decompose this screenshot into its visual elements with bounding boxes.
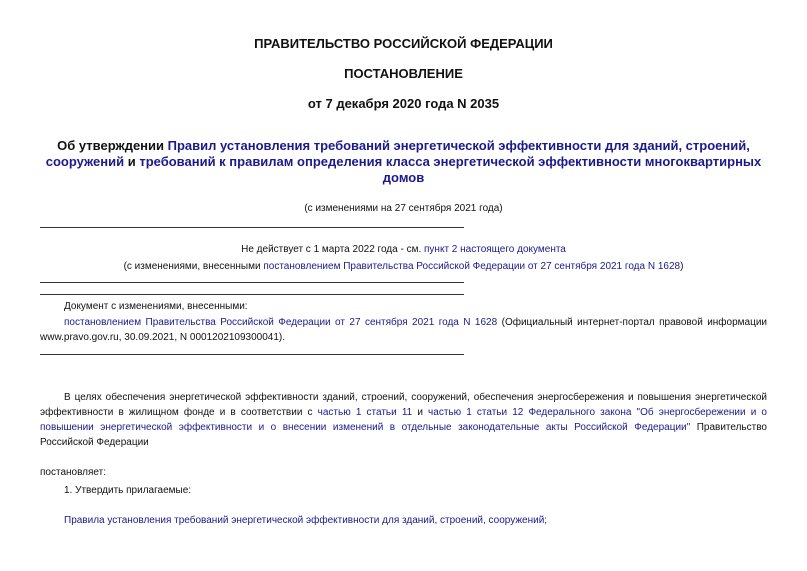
item-1-link[interactable]: Правила установления требований энергетической эффективности для зданий, строений, сооружений; xyxy=(64,515,548,526)
p1-link-art12[interactable]: частью 1 статьи 12 Федерального закона "Об энергосбережении и о повышении энергетической эффективности и о внесении изменений в отдельные законодательные акты Российской Федерации" xyxy=(40,407,767,433)
divider xyxy=(40,354,464,355)
title-link-rules[interactable]: Правил установления требований энергетической эффективности для зданий, строений, сооружений xyxy=(45,138,750,169)
document-title xyxy=(40,138,767,186)
changes-prefix: (с изменениями, внесенными xyxy=(123,261,264,272)
p1-link-art11[interactable]: частью 1 статьи 11 xyxy=(317,407,413,418)
date-number-heading: от 7 декабря 2020 года N 2035 xyxy=(307,96,500,111)
p1-end: Правительство Российской Федерации xyxy=(40,422,767,448)
doc-changes-rest: (Официальный интернет-портал правовой информации www.pravo.gov.ru, 30.09.2021, N 0001202109300041). xyxy=(40,317,767,343)
doc-changes-intro: Документ с изменениями, внесенными: xyxy=(64,301,248,312)
not-active-changes xyxy=(0,261,807,272)
divider xyxy=(40,227,464,228)
title-middle: и xyxy=(124,154,140,169)
divider xyxy=(40,282,464,283)
title-link-requirements[interactable]: требований к правилам определения класса энергетической эффективности многоквартирных домов xyxy=(139,154,762,185)
changes-link[interactable]: постановлением Правительства Российской Федерации от 27 сентября 2021 года N 1628 xyxy=(263,261,681,272)
decides: постановляет: xyxy=(40,467,107,478)
doc-type-heading: ПОСТАНОВЛЕНИЕ xyxy=(344,66,463,81)
not-active-text: Не действует с 1 марта 2022 года - см. xyxy=(241,244,425,255)
doc-changes-body xyxy=(40,315,767,345)
not-active-note xyxy=(0,244,807,255)
body-paragraph-1 xyxy=(40,390,767,450)
divider xyxy=(40,294,464,295)
amended-note: (с изменениями на 27 сентября 2021 года) xyxy=(304,203,503,214)
p1-start: В целях обеспечения энергетической эффективности зданий, строений, сооружений, обеспечения энергосбережения и повышения энергетической эффективности в жилищном фонде и в соответствии с xyxy=(40,392,767,418)
government-heading: ПРАВИТЕЛЬСТВО РОССИЙСКОЙ ФЕДЕРАЦИИ xyxy=(254,36,553,51)
not-active-link[interactable]: пункт 2 настоящего документа xyxy=(424,244,566,255)
changes-suffix: ) xyxy=(680,261,684,272)
p1-and: и xyxy=(412,407,429,418)
item-1: 1. Утвердить прилагаемые: xyxy=(64,485,192,496)
doc-changes-link[interactable]: постановлением Правительства Российской Федерации от 27 сентября 2021 года N 1628 xyxy=(64,317,498,328)
title-prefix: Об утверждении xyxy=(57,138,168,153)
item-1-link-row xyxy=(40,513,767,528)
